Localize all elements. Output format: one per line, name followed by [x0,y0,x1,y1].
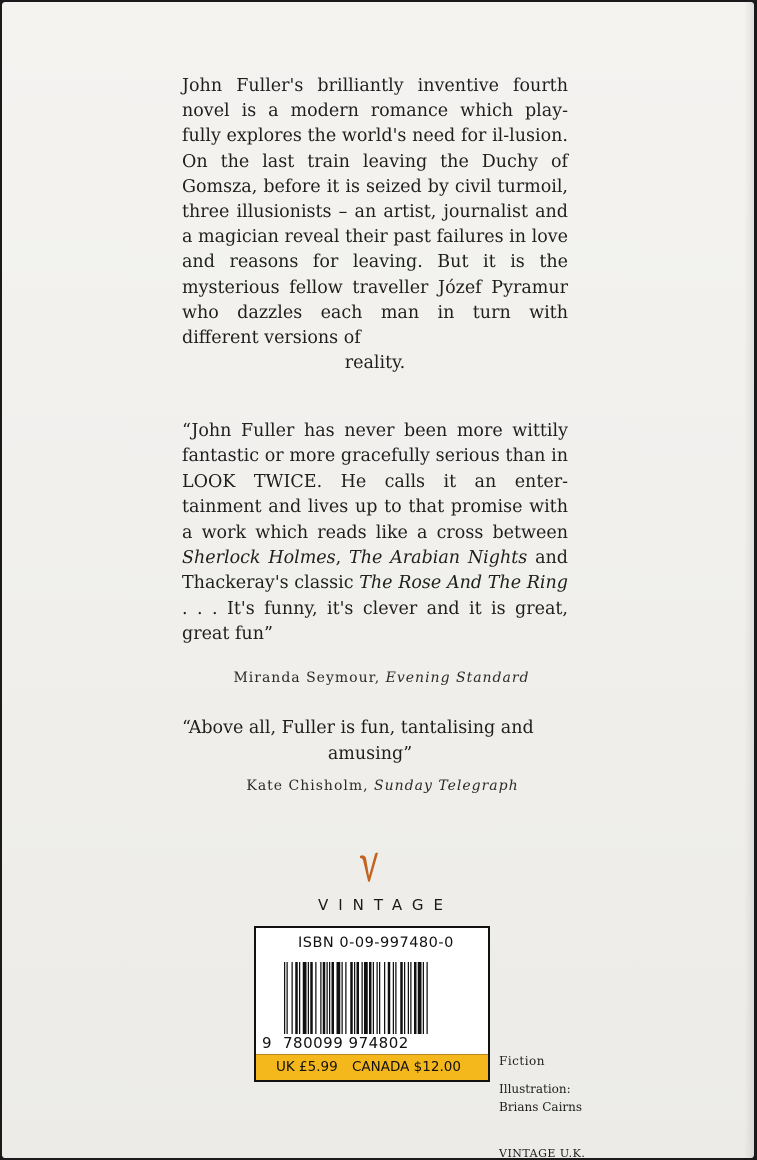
barcode-bar [315,962,316,1038]
blurb-text: John Fuller's brilliantly inventive fourth novel is a modern romance which play-fully explores the world's need for il-lusion. On the last train leaving the Duchy of Gomsza, before it is seized by civil turmoil, three illusionists – an artist, journalist and a magician reveal their past failures in love and reasons for leaving. But it is the mysterious fellow traveller Józef Pyramur who dazzles each man in turn with different versions of [182,76,568,349]
price-canada: CANADA $12.00 [352,1059,461,1075]
barcode-bar [303,962,307,1038]
barcode-bar [393,962,394,1038]
barcode-bar [287,962,288,1038]
price-strip [256,1054,488,1080]
barcode-bars [284,962,466,1038]
category-label: Fiction [499,1054,545,1068]
barcode-bar [395,962,396,1038]
barcode-bar [354,962,355,1038]
review1-title-arabian: The Arabian Nights [349,548,528,569]
vintage-logo-icon [358,850,380,884]
barcode-bar [362,962,363,1038]
barcode-bar [284,962,285,1038]
barcode-bar [423,962,424,1038]
barcode-bar [292,962,293,1038]
barcode-bar [384,962,385,1038]
barcode-bar [295,962,298,1038]
barcode-box [254,926,490,1082]
barcode-bar [379,962,380,1038]
review1-text-c: . . . It's funny, it's clever and it is great, great fun” [182,598,568,645]
blurb-last-word: reality. [344,353,406,374]
review-quote-2 [182,715,582,767]
book-back-cover [2,2,754,1158]
barcode-bar [400,962,403,1038]
barcode-bar [329,962,330,1038]
barcode-bar [342,962,343,1038]
barcode-bar [357,962,360,1038]
barcode-bar [299,962,300,1038]
barcode-bar [373,962,374,1038]
barcode-bar [332,962,335,1038]
review1-text-a: “John Fuller has never been more wittily fantastic or more gracefully serious than in LOOK TWICE. He calls it an enter-tainment and lives up to that promise with a work which reads like a cross between [182,421,568,543]
barcode-bar [418,962,422,1038]
review1-separator: , [335,548,350,569]
barcode-bar [404,962,405,1038]
ean-first-digit: 9 [262,1034,272,1052]
review2-line1: “Above all, Fuller is fun, tantalising and [182,718,534,738]
barcode-bar [369,962,372,1038]
barcode-bar [410,962,411,1038]
barcode-bar [337,962,341,1038]
review2-attribution [2,778,754,794]
barcode-bar [364,962,368,1038]
imprint-label: VINTAGE U.K. [499,1147,586,1158]
barcode-bar [310,962,313,1038]
barcode-bar [408,962,409,1038]
illustration-credit [499,1080,582,1116]
blurb-paragraph [182,74,568,376]
cover-edge-shadow [744,2,754,1158]
publisher-name: VINTAGE [317,896,453,914]
price-uk: UK £5.99 [276,1059,338,1075]
barcode-bar [427,962,428,1038]
isbn-number: ISBN 0-09-997480-0 [298,935,454,951]
review1-publication: Evening Standard [385,670,530,686]
review1-title-sherlock: Sherlock Holmes [182,548,336,569]
review1-title-rose: The Rose And The Ring [359,573,568,594]
barcode-bar [323,962,326,1038]
barcode-bar [308,962,309,1038]
barcode-bar [388,962,391,1038]
review-quote-1 [182,419,568,648]
barcode-bar [320,962,321,1038]
review2-publication: Sunday Telegraph [374,778,519,794]
review1-attribution [2,670,754,686]
barcode-bar [414,962,417,1038]
illustrator-name: Brians Cairns [499,1100,583,1114]
review2-reviewer: Kate Chisholm, [246,778,375,794]
review1-text-b: and Thackeray's classic [182,548,568,594]
review2-line2: amusing” [327,744,413,764]
barcode-bar [327,962,328,1038]
barcode-bar [377,962,378,1038]
ean-digits: 780099 974802 [283,1034,467,1052]
illustration-label: Illustration: [499,1082,571,1096]
barcode-bar [350,962,353,1038]
barcode-bar [345,962,346,1038]
review1-reviewer: Miranda Seymour, [233,670,386,686]
